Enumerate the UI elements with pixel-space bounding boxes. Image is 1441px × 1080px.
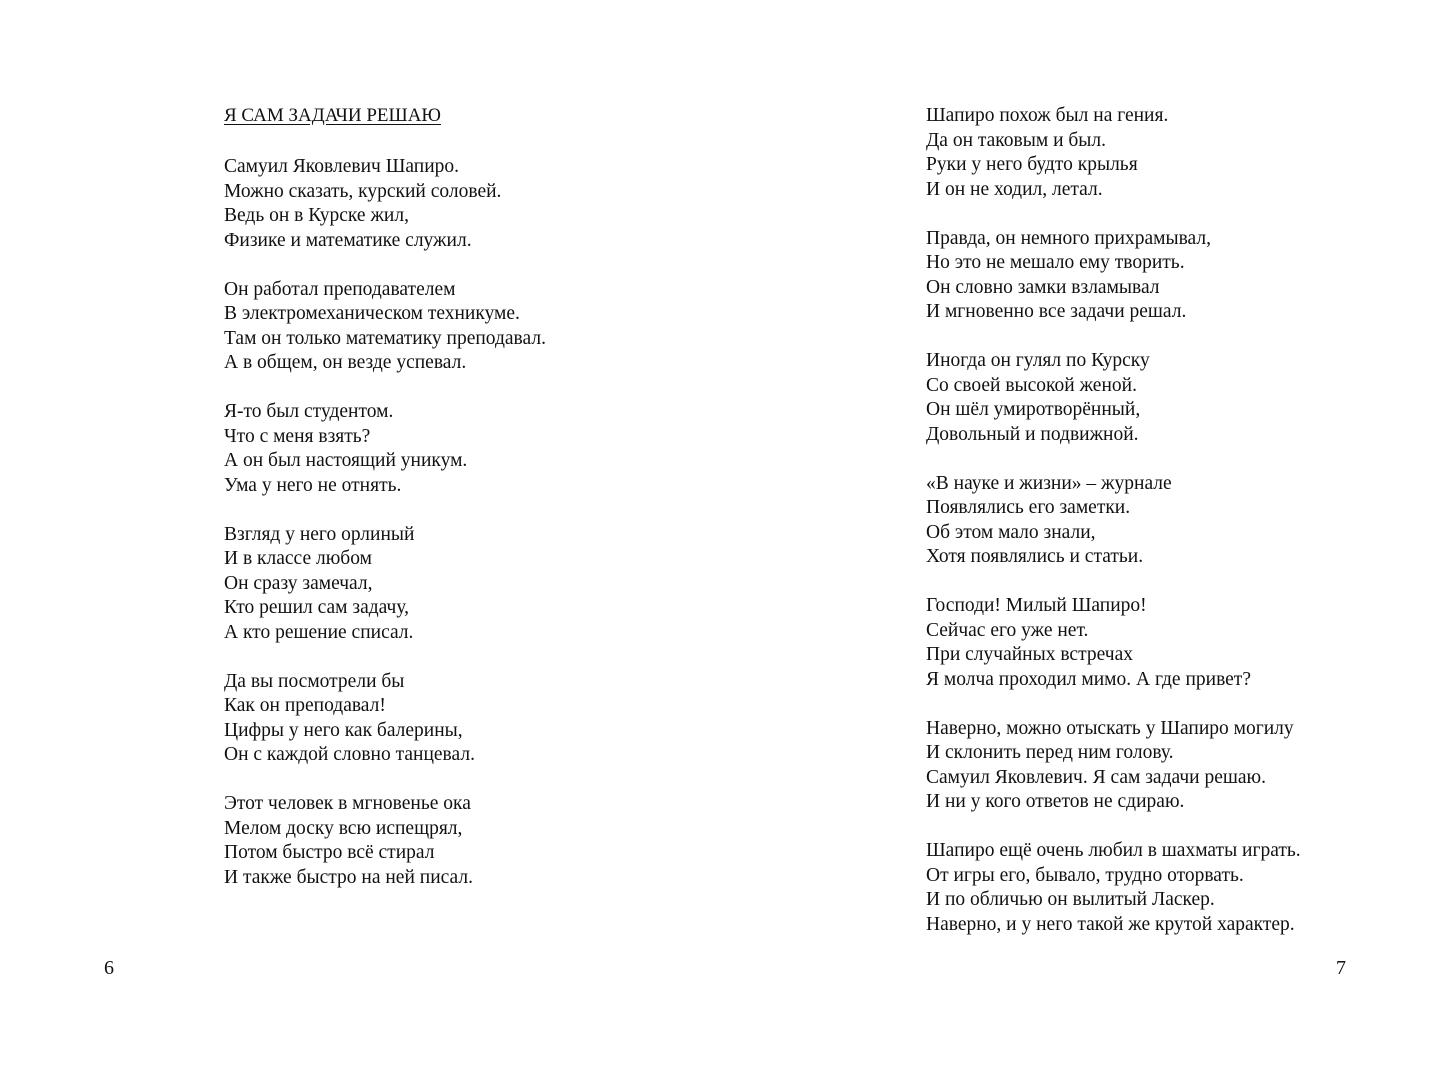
- poem-line: Появлялись его заметки.: [926, 497, 1131, 518]
- poem-line: И он не ходил, летал.: [926, 178, 1103, 200]
- poem-line: Он работал преподавателем: [224, 278, 456, 300]
- poem-line: А кто решение списал.: [224, 621, 414, 643]
- stanza: [926, 104, 1301, 202]
- poem-line: Я молча проходил мимо. А где привет?: [926, 668, 1251, 690]
- stanza: [926, 227, 1301, 325]
- stanza: [224, 670, 546, 768]
- poem-line: И склонить перед ним голову.: [926, 742, 1174, 763]
- stanza: [224, 523, 546, 646]
- poem-line: Иногда он гулял по Курску: [926, 350, 1150, 371]
- poem-line: Хотя появлялись и статьи.: [926, 546, 1144, 567]
- poem-line: Можно сказать, курский соловей.: [224, 180, 502, 202]
- poem-line: Самуил Яковлевич. Я сам задачи решаю.: [926, 766, 1267, 788]
- poem-line: При случайных встречах: [926, 644, 1133, 665]
- poem-line: Кто решил сам задачу,: [224, 597, 410, 618]
- poem-line: Что с меня взять?: [224, 425, 371, 447]
- poem-line: Наверно, и у него такой же крутой характер.: [926, 913, 1295, 935]
- poem-line: В электромеханическом техникуме.: [224, 303, 520, 324]
- poem-line: Довольный и подвижной.: [926, 423, 1139, 445]
- poem-line: Шапиро ещё очень любил в шахматы играть.: [926, 840, 1301, 861]
- right-page: [720, 0, 1441, 1080]
- right-poem-text: [926, 104, 1301, 937]
- poem-line: Взгляд у него орлиный: [224, 523, 415, 545]
- poem-line: Сейчас его уже нет.: [926, 619, 1089, 641]
- poem-line: Этот человек в мгновенье ока: [224, 793, 471, 814]
- stanza: [926, 839, 1301, 937]
- poem-line: Он словно замки взламывал: [926, 276, 1160, 298]
- stanza: [224, 400, 546, 498]
- left-poem-text: [224, 155, 546, 890]
- poem-line: Физике и математике служил.: [224, 229, 472, 251]
- poem-line: Потом быстро всё стирал: [224, 842, 435, 863]
- poem-line: Я-то был студентом.: [224, 401, 394, 422]
- poem-line: И в классе любом: [224, 548, 372, 569]
- poem-line: Ведь он в Курске жил,: [224, 205, 409, 226]
- stanza: [926, 349, 1301, 447]
- poem-title: Я САМ ЗАДАЧИ РЕШАЮ: [224, 105, 441, 126]
- stanza: [926, 472, 1301, 570]
- poem-line: Со своей высокой женой.: [926, 374, 1137, 396]
- poem-line: Он шёл умиротворённый,: [926, 399, 1141, 420]
- poem-line: Правда, он немного прихрамывал,: [926, 227, 1211, 249]
- poem-line: И по обличью он вылитый Ласкер.: [926, 889, 1215, 910]
- poem-line: Да он таковым и был.: [926, 129, 1107, 151]
- left-page: [0, 0, 720, 1080]
- poem-line: Да вы посмотрели бы: [224, 670, 405, 692]
- stanza: [224, 155, 546, 253]
- poem-line: Шапиро похож был на гения.: [926, 105, 1169, 126]
- poem-line: Господи! Милый Шапиро!: [926, 595, 1147, 616]
- poem-line: От игры его, бывало, трудно оторвать.: [926, 864, 1244, 886]
- stanza: [926, 717, 1301, 815]
- poem-line: Как он преподавал!: [224, 695, 386, 716]
- poem-line: Ума у него не отнять.: [224, 474, 402, 496]
- stanza: [224, 792, 546, 890]
- poem-line: «В науке и жизни» – журнале: [926, 472, 1172, 494]
- stanza: [224, 278, 546, 376]
- poem-line: А он был настоящий уникум.: [224, 450, 468, 471]
- poem-line: Он с каждой словно танцевал.: [224, 744, 475, 765]
- poem-line: Там он только математику преподавал.: [224, 327, 546, 349]
- poem-line: Самуил Яковлевич Шапиро.: [224, 156, 460, 177]
- poem-line: Но это не мешало ему творить.: [926, 252, 1185, 273]
- poem-line: Наверно, можно отыскать у Шапиро могилу: [926, 717, 1294, 739]
- page-number-right: 7: [1336, 957, 1346, 979]
- poem-line: И ни у кого ответов не сдираю.: [926, 791, 1185, 812]
- page-number-left: 6: [104, 957, 114, 979]
- poem-line: А в общем, он везде успевал.: [224, 352, 467, 373]
- poem-line: И мгновенно все задачи решал.: [926, 301, 1187, 322]
- poem-line: Руки у него будто крылья: [926, 154, 1138, 175]
- poem-line: Об этом мало знали,: [926, 521, 1096, 543]
- poem-line: Цифры у него как балерины,: [224, 719, 463, 741]
- poem-line: И также быстро на ней писал.: [224, 866, 473, 888]
- poem-line: Мелом доску всю испещрял,: [224, 817, 463, 839]
- stanza: [926, 594, 1301, 692]
- poem-line: Он сразу замечал,: [224, 572, 373, 594]
